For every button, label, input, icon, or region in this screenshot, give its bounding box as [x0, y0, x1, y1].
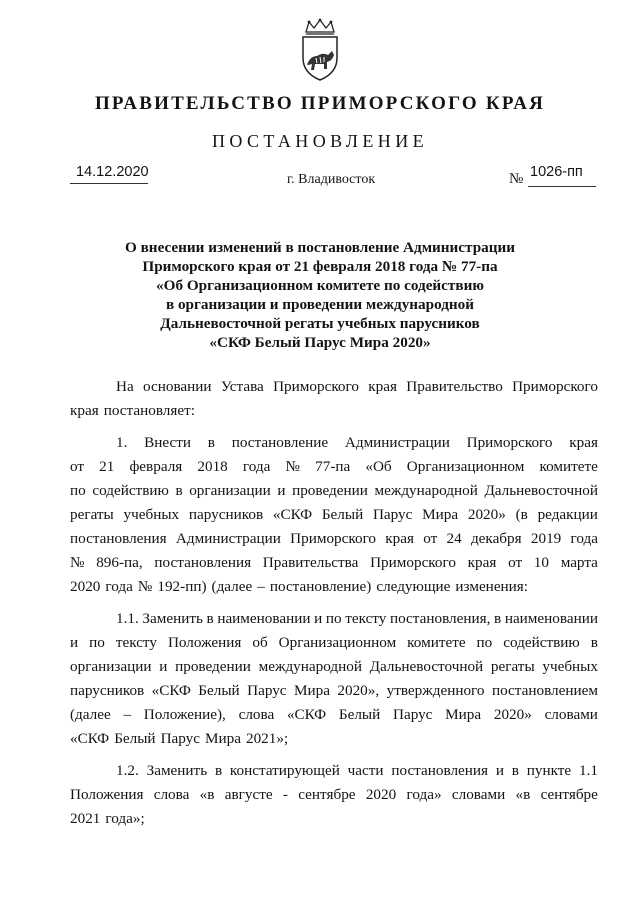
heading-line: «СКФ Белый Парус Мира 2020» — [209, 334, 431, 351]
coat-of-arms-icon — [297, 18, 343, 82]
body-word: проведении — [292, 482, 368, 499]
body-word: регаты — [70, 506, 114, 523]
body-word: 2021 — [70, 810, 101, 827]
body-word: «СКФ — [272, 506, 313, 523]
body-word: следующие — [376, 578, 451, 595]
body-word: Белый — [198, 682, 240, 699]
body-line — [70, 375, 598, 399]
body-word: Устава — [220, 378, 264, 395]
body-word: и — [314, 610, 323, 627]
body-line — [70, 527, 598, 551]
body-word: 21 — [99, 458, 115, 475]
body-word: тексту — [345, 610, 387, 627]
body-word: в — [511, 762, 519, 779]
body-word: от — [423, 530, 438, 547]
body-word: Правительства — [262, 554, 359, 571]
body-word: от — [70, 458, 85, 475]
body-line — [70, 631, 598, 655]
body-line — [70, 607, 598, 631]
body-word: регаты — [490, 658, 535, 675]
body-word: Парус — [247, 682, 287, 699]
body-word: года — [242, 458, 271, 475]
body-word: Организационном — [278, 634, 397, 651]
body-word: февраля — [129, 458, 183, 475]
body-word: марта — [560, 554, 598, 571]
body-word: содействию — [92, 482, 169, 499]
body-word: в — [175, 482, 183, 499]
body-word: слова — [238, 706, 275, 723]
body-word: года — [570, 530, 598, 547]
body-word: комитете — [407, 634, 466, 651]
body-word: № — [285, 458, 300, 475]
body-word: в — [214, 762, 223, 779]
body-word: 10 — [533, 554, 549, 571]
body-word: «в — [515, 786, 531, 803]
body-word: 2020» — [467, 506, 506, 523]
heading-line: «Об Организационном комитете по содействию — [156, 277, 484, 294]
body-word: августе — [224, 786, 273, 803]
heading-line: Приморского края от 21 февраля 2018 года № 77-па — [142, 258, 498, 275]
body-line — [70, 727, 598, 751]
body-word: декабря — [470, 530, 522, 547]
document-type: ПОСТАНОВЛЕНИЕ — [211, 131, 429, 151]
body-word: словами — [544, 706, 598, 723]
body-line — [70, 455, 598, 479]
body-word: парусников — [188, 506, 264, 523]
body-word: содействию — [503, 634, 580, 651]
body-word: «СКФ — [286, 706, 327, 723]
body-word: постановления — [70, 530, 167, 547]
body-word: по — [70, 482, 86, 499]
document-number: 1026-пп — [530, 164, 583, 180]
body-word: 2020 — [365, 786, 397, 803]
body-word: Приморского — [273, 378, 359, 395]
body-word: Мира — [205, 730, 241, 747]
body-word: Заменить — [142, 610, 203, 627]
body-word: 1.1 — [578, 762, 598, 779]
body-word: международной — [258, 658, 362, 675]
body-word: Белый — [114, 730, 156, 747]
body-line — [70, 575, 598, 599]
body-line — [70, 783, 598, 807]
body-word: сентябре — [298, 786, 356, 803]
body-word: (далее — [70, 706, 111, 723]
body-word: «в — [199, 786, 215, 803]
body-word: констатирующей — [229, 762, 340, 779]
body-word: Правительство — [406, 378, 503, 395]
number-sign: № — [509, 171, 524, 187]
body-word: 2020» — [493, 706, 532, 723]
body-word: Администрации — [175, 530, 281, 547]
body-word: Организационном — [406, 458, 525, 475]
body-word: края — [467, 554, 497, 571]
body-word: в — [494, 610, 502, 627]
body-word: изменения: — [455, 578, 529, 595]
body-word: Приморского — [466, 434, 553, 451]
heading-line: Дальневосточной регаты учебных парусников — [160, 315, 480, 332]
body-word: словами — [451, 786, 506, 803]
body-line — [70, 479, 598, 503]
body-line — [70, 703, 598, 727]
body-word: Положения — [70, 786, 144, 803]
body-word: международной — [374, 482, 478, 499]
body-word: края — [569, 434, 598, 451]
body-word: редакции — [537, 506, 598, 523]
body-word: проведении — [175, 658, 251, 675]
body-word: по — [325, 610, 342, 627]
body-word: и — [159, 658, 168, 675]
body-word: Парус — [160, 730, 200, 747]
body-word: парусников — [70, 682, 145, 699]
body-word: и — [70, 634, 79, 651]
government-title: ПРАВИТЕЛЬСТВО ПРИМОРСКОГО КРАЯ — [94, 93, 546, 114]
body-word: № — [137, 578, 153, 595]
body-word: (далее — [211, 578, 253, 595]
body-word: Заменить — [146, 762, 208, 779]
body-word: 1. — [116, 434, 128, 451]
body-word: На — [116, 378, 134, 395]
body-word: Дальневосточной — [484, 482, 598, 499]
heading-line: О внесении изменений в постановление Администрации — [125, 239, 515, 256]
body-word: организации — [189, 482, 271, 499]
body-word: основании — [143, 378, 212, 395]
body-word: «Об — [365, 458, 392, 475]
body-word: Дальневосточной — [369, 658, 484, 675]
body-word: Положения — [167, 634, 242, 651]
body-word: пункте — [526, 762, 572, 779]
body-word: 2020 — [70, 578, 101, 595]
body-word: постановляет: — [103, 402, 195, 419]
body-word: 2021»; — [245, 730, 289, 747]
body-word: Парус — [372, 506, 413, 523]
body-word: № — [70, 554, 85, 571]
body-word: 24 — [446, 530, 462, 547]
body-word: части — [347, 762, 384, 779]
body-word: постановлением — [491, 682, 598, 699]
body-word: Приморского — [290, 530, 377, 547]
document-body — [70, 375, 598, 831]
body-line — [70, 399, 598, 423]
body-word: в — [590, 634, 598, 651]
body-word: 1.1. — [116, 610, 139, 627]
body-word: наименовании — [217, 610, 311, 627]
body-word: 1.2. — [116, 762, 139, 779]
body-word: года — [105, 578, 133, 595]
document-city: г. Владивосток — [287, 172, 376, 187]
body-word: - — [282, 786, 288, 803]
body-word: постановление) — [269, 578, 372, 595]
body-line — [70, 759, 598, 783]
body-word: края — [368, 378, 397, 395]
body-word: и — [277, 482, 286, 499]
body-word: (в — [515, 506, 528, 523]
heading-line: в организации и проведении международной — [165, 296, 475, 313]
body-word: – — [257, 578, 265, 595]
body-word: постановления — [154, 554, 252, 571]
body-word: Мира — [293, 682, 330, 699]
body-word: Белый — [338, 706, 381, 723]
body-word: по — [476, 634, 493, 651]
body-word: Администрации — [344, 434, 450, 451]
body-line — [70, 807, 598, 831]
body-line — [70, 679, 598, 703]
body-line — [70, 431, 598, 455]
body-word: Белый — [321, 506, 364, 523]
body-word: 896-па, — [96, 554, 143, 571]
body-word: Внести — [144, 434, 192, 451]
body-word: Приморского — [370, 554, 456, 571]
body-word: края — [385, 530, 414, 547]
body-word: 77-па — [315, 458, 351, 475]
body-word: 192-пп) — [157, 578, 207, 595]
body-word: тексту — [115, 634, 157, 651]
body-word: учебных — [542, 658, 598, 675]
body-line — [70, 551, 598, 575]
body-word: и — [495, 762, 504, 779]
body-word: по — [89, 634, 105, 651]
body-word: «СКФ — [151, 682, 191, 699]
body-word: Положение), — [143, 706, 226, 723]
body-word: «СКФ — [70, 730, 110, 747]
body-word: 2020», — [337, 682, 380, 699]
body-word: – — [123, 706, 132, 723]
body-word: Мира — [445, 706, 482, 723]
body-word: учебных — [123, 506, 180, 523]
body-word: года»; — [105, 810, 145, 827]
body-word: в — [206, 610, 214, 627]
body-word: постановления, — [389, 610, 491, 627]
body-word: об — [252, 634, 268, 651]
body-word: постановления — [391, 762, 489, 779]
body-word: 2018 — [197, 458, 228, 475]
date-underline — [70, 183, 148, 184]
body-word: Приморского — [512, 378, 598, 395]
number-underline — [528, 186, 596, 187]
body-line — [70, 655, 598, 679]
body-word: постановление — [231, 434, 329, 451]
document-heading — [88, 238, 552, 352]
body-word: наименовании — [504, 610, 598, 627]
body-word: от — [508, 554, 523, 571]
body-word: утвержденного — [386, 682, 485, 699]
body-word: организации — [70, 658, 152, 675]
body-word: Парус — [392, 706, 433, 723]
body-word: слова — [153, 786, 190, 803]
body-word: в — [207, 434, 215, 451]
body-word: Мира — [422, 506, 459, 523]
body-word: сентябре — [540, 786, 598, 803]
body-word: комитете — [539, 458, 598, 475]
body-word: края — [70, 402, 99, 419]
body-word: года» — [406, 786, 442, 803]
body-word: 2019 — [530, 530, 562, 547]
body-line — [70, 503, 598, 527]
document-date: 14.12.2020 — [76, 164, 149, 180]
